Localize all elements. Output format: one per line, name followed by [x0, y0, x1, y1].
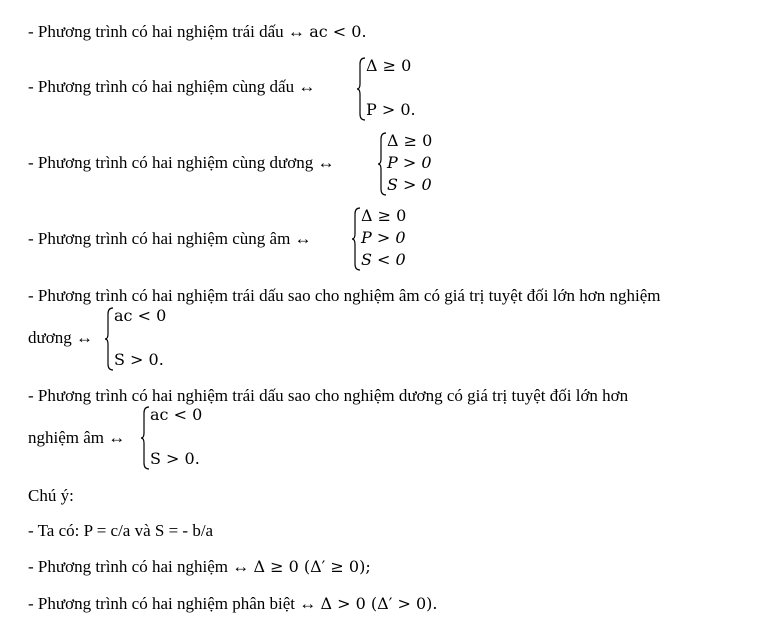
condition-system-both-positive: [377, 131, 457, 197]
rule-text: - Phương trình có hai nghiệm cùng dương ↔: [28, 153, 335, 172]
rule-text: - Phương trình có hai nghiệm cùng âm ↔: [28, 229, 312, 248]
condition-2: S > 0.: [150, 449, 200, 468]
condition: Δ ≥ 0 (Δ′ ≥ 0);: [253, 557, 371, 576]
rule-both-negative: [28, 229, 312, 249]
rule-text: - Phương trình có hai nghiệm trái dấu ↔: [28, 22, 305, 41]
rule-positive-larger: [28, 386, 628, 406]
condition-2: S > 0.: [114, 350, 164, 369]
brace-icon: [377, 131, 387, 197]
condition: Δ > 0 (Δ′ > 0).: [320, 594, 438, 613]
condition: ac < 0.: [309, 22, 367, 41]
rule-same-signs: [28, 77, 315, 97]
condition-2: P > 0: [361, 228, 406, 247]
rule-text: - Phương trình có hai nghiệm trái dấu sao cho nghiệm âm có giá trị tuyệt đối lớn hơn nghiệm: [28, 286, 661, 305]
condition-system-both-negative: [351, 206, 431, 272]
note-has-roots: [28, 557, 371, 577]
brace-icon: [104, 306, 114, 372]
condition-1: ac < 0: [150, 405, 203, 424]
condition-system-negative-larger: [104, 306, 184, 372]
rule-text: - Phương trình có hai nghiệm ↔: [28, 557, 250, 576]
brace-icon: [351, 206, 361, 272]
condition-system-same-signs: [356, 56, 436, 122]
note-vieta: - Ta có: P = c/a và S = - b/a: [28, 521, 214, 540]
rule-positive-larger-cont: [28, 428, 125, 448]
rule-text: nghiệm âm ↔: [28, 428, 126, 447]
rule-text: dương ↔: [28, 328, 93, 347]
condition-3: S < 0: [361, 250, 406, 269]
condition-2: P > 0.: [366, 100, 416, 119]
rule-both-positive: [28, 153, 334, 173]
rule-negative-larger-cont: [28, 328, 93, 348]
condition-1: Δ ≥ 0: [361, 206, 407, 225]
condition-1: Δ ≥ 0: [366, 56, 412, 75]
rule-opposite-signs: [28, 22, 367, 42]
condition-system-positive-larger: [140, 405, 220, 471]
rule-text: - Phương trình có hai nghiệm trái dấu sao cho nghiệm dương có giá trị tuyệt đối lớn hơn: [28, 386, 629, 405]
condition-1: Δ ≥ 0: [387, 131, 433, 150]
condition-2: P > 0: [387, 153, 432, 172]
brace-icon: [356, 56, 366, 122]
brace-icon: [140, 405, 150, 471]
note-distinct-roots: [28, 594, 437, 614]
rule-text: - Phương trình có hai nghiệm phân biệt ↔: [28, 594, 317, 613]
note-title: Chú ý:: [28, 486, 74, 505]
rule-negative-larger: [28, 286, 660, 306]
condition-3: S > 0: [387, 175, 432, 194]
rule-text: - Phương trình có hai nghiệm cùng dấu ↔: [28, 77, 316, 96]
condition-1: ac < 0: [114, 306, 167, 325]
